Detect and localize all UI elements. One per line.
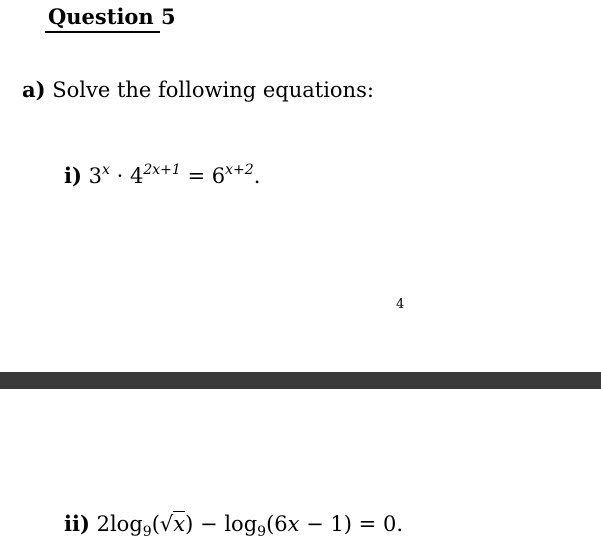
eq-i-base3: 6 (211, 164, 226, 188)
eq-ii-equals: = (358, 512, 377, 536)
eq-ii-log1: log (109, 512, 143, 536)
equation-ii (64, 510, 403, 538)
eq-i-equals: = (187, 164, 206, 188)
question-title-underline (45, 31, 160, 33)
equation-i-label: i) (64, 163, 82, 188)
eq-ii-sqrt-sign: √ (159, 512, 174, 536)
part-a-instruction: Solve the following equations: (52, 78, 374, 102)
eq-ii-log2: log (224, 512, 258, 536)
page-number: 4 (396, 297, 405, 312)
eq-ii-log1-base: 9 (142, 524, 152, 540)
eq-ii-open2: (6 (266, 512, 288, 536)
equation-ii-label: ii) (64, 511, 90, 536)
question-title: Question 5 (48, 4, 176, 29)
eq-ii-var2: x (287, 512, 300, 536)
eq-ii-minus: − (200, 512, 218, 536)
eq-i-exp2: 2x+1 (143, 162, 181, 178)
eq-ii-rhs: 0. (382, 512, 403, 536)
eq-i-dot: · (116, 164, 124, 188)
eq-ii-rest2: − 1) (299, 512, 352, 536)
eq-i-end: . (253, 164, 261, 188)
eq-ii-close1: ) (185, 512, 194, 536)
eq-ii-open1: ( (151, 512, 160, 536)
eq-i-exp3: x+2 (225, 162, 254, 178)
eq-i-base2: 4 (129, 164, 144, 188)
eq-i-base1: 3 (88, 164, 102, 188)
eq-ii-coef: 2 (96, 512, 110, 536)
page-separator (0, 372, 601, 389)
equation-i (64, 162, 260, 190)
part-a (22, 76, 374, 104)
eq-ii-log2-base: 9 (257, 524, 267, 540)
part-a-label: a) (22, 77, 46, 102)
eq-ii-sqrt-arg: x (173, 512, 186, 536)
eq-i-exp1: x (101, 162, 110, 178)
